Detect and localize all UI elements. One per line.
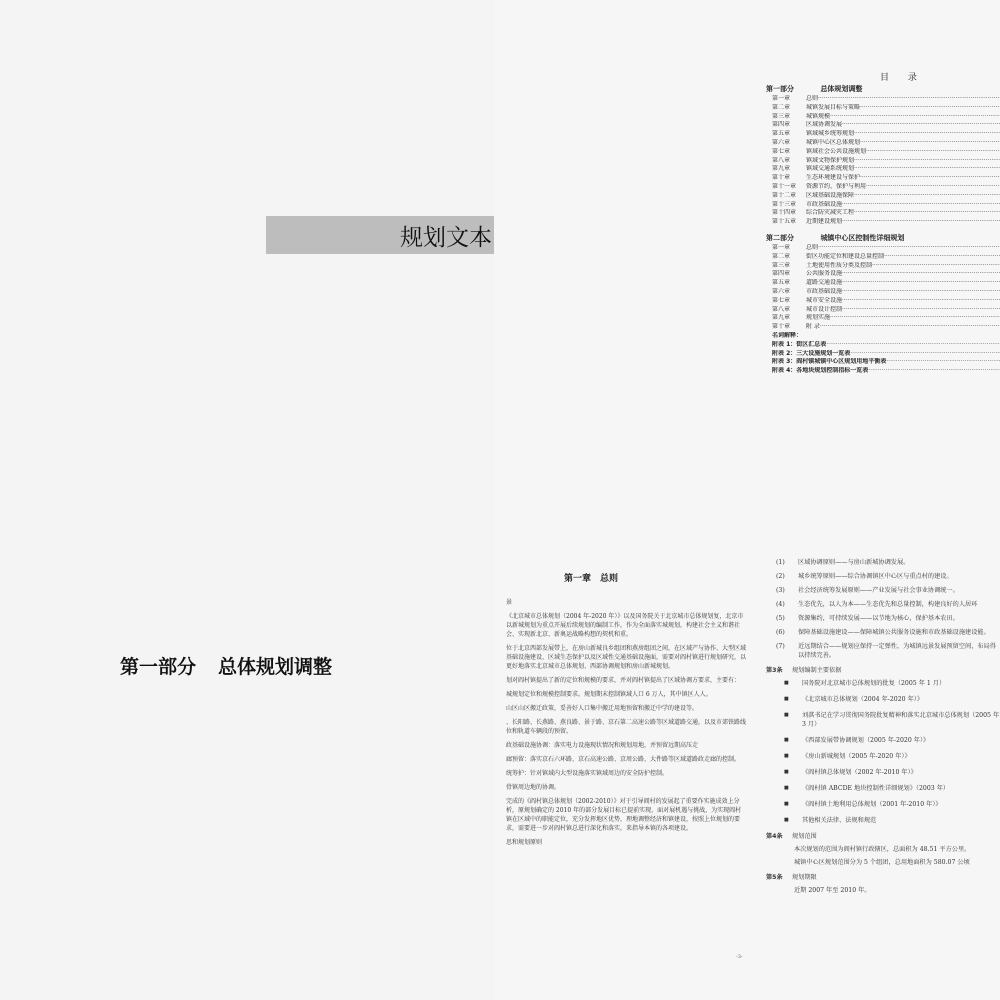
toc-title: 目 录: [880, 73, 925, 83]
principle-text: 城乡统筹原则——综合协调镇区中心区与重点村的建设。: [798, 573, 953, 580]
scope-list: [772, 845, 1000, 867]
principle-number: (3): [776, 587, 785, 594]
basis-item: [772, 784, 1000, 793]
principle-number: (1): [776, 559, 785, 566]
toc-entry: [766, 165, 1000, 174]
toc-entry-chapter: 第十一章: [772, 182, 797, 190]
toc-entry: [766, 270, 1000, 279]
basis-item: [772, 679, 1000, 688]
toc-entry-title: 镇域城乡统筹规划 ·····: [806, 130, 1000, 137]
toc-entry-chapter: 第七章: [772, 147, 791, 155]
toc-entry-title: 生态环境建设与保护 ·····: [806, 174, 1000, 181]
toc-entry-chapter: 第六章: [772, 287, 791, 295]
toc-entry-title: 总则 ·····: [806, 244, 1000, 251]
toc-entry: [766, 192, 1000, 201]
body-paragraph: 完成的《阎村镇总体规划（2002-2010）》对于引导阎村的发展起了重要作实施成效上分析，原规划确定的 2010 年的部分发展目标已提前实现，面对展机遇与挑战，为实现阎村镇在区域中的职能定位，充分发挥地区优势，理地调整经济和镇建设，按照上位规划的要求，需要进一步对阎村镇总进行深化和落实，来指导本镇的各项建设。: [506, 798, 742, 832]
toc-entry-title: 城镇规模 ·····: [806, 113, 1000, 120]
principle-text: 社会经济统筹发展原则——产业发展与社会事业协调统一。: [798, 587, 959, 594]
body-paragraph: 位于北京西部发展带上，在房山新城良乡组团和燕房组团之间，在区域产与协作、大型区域基础设施建设、区域生态保护以及区域性交通基础设施面，需要对阎村镇进行规划研究，以更好地落实北京城市总体规划、西部协调规划和房山新城规划。: [506, 645, 747, 670]
toc-entry-chapter: 第二章: [772, 252, 791, 260]
toc-appendices: [766, 341, 1000, 376]
toc-entry-chapter: 第十三章: [772, 200, 797, 208]
basis-item: [772, 736, 1000, 745]
page-number: -3-: [736, 954, 743, 960]
toc-entry-chapter: 第一章: [772, 95, 791, 102]
article-5-num: 第5条: [766, 874, 783, 881]
toc-entry-title: 城市设计控制 ·····: [806, 306, 1000, 313]
principles-list: [772, 558, 1000, 660]
part-heading-num: 第一部分: [120, 656, 197, 678]
toc-entry-chapter: 第五章: [772, 130, 791, 138]
article-5-title: 规划期限: [792, 874, 817, 881]
toc-entry-chapter: 第十章: [772, 323, 791, 331]
part-heading-title: 总体规划调整: [218, 656, 333, 678]
toc-entry-chapter: 第八章: [772, 305, 791, 313]
toc-entry-title: 镇域文物保护规划 ·····: [806, 157, 1000, 164]
principle-item: [772, 600, 1000, 609]
toc-part1-num: 第一部分: [766, 85, 794, 93]
basis-text: ■ 《西部发展带协调规划（2005 年-2020 年）》: [802, 737, 930, 744]
toc-entry: [766, 297, 1000, 306]
article-4-title: 规划范围: [792, 833, 817, 840]
toc-entry-chapter: 第六章: [772, 138, 791, 146]
body-paragraph: 统筹护：针对镇域内大型设施落实镇域周边的安全防护控制。: [506, 770, 669, 777]
body-paragraph: 政基础设施协调：落实电力设施现状情况和规划用地，并预留远期高压走: [506, 742, 699, 749]
toc-entry-title: 附 录 ·····: [806, 323, 1000, 330]
scope-text: 城镇中心区规划范围分为 5 个组团，总用地面积为 580.07 公顷: [794, 859, 970, 866]
toc-entry: [766, 279, 1000, 288]
principle-item: [772, 628, 1000, 637]
basis-text: ■ 刘淇书记在学习贯彻国务院批复精神和落实北京城市总体规划（2005 年 3 月）: [802, 712, 1000, 728]
body-paragraph: 、长阳路、长燕路、燕良路、景于路、京石第二高速公路等区域道路交通，以及市郊铁路线位和轨道车辆段的预留。: [506, 719, 747, 735]
toc-entry-title: 城市安全设施 ·····: [806, 297, 1000, 304]
article-4-num: 第4条: [766, 833, 783, 840]
toc-entry-chapter: 第十二章: [772, 191, 797, 199]
principle-text: 区域协调原则——与房山新城协调发展。: [798, 559, 910, 566]
toc-entry-title: 城镇发展目标与策略 ·····: [806, 104, 1000, 111]
basis-item: [772, 816, 1000, 825]
chapter-right-column: [766, 558, 1000, 899]
toc-part1: [766, 84, 1000, 95]
toc-entry-chapter: 第七章: [772, 296, 791, 304]
toc-part1-chapters: [766, 95, 1000, 227]
principle-item: [772, 572, 1000, 581]
toc-entry: [766, 323, 1000, 332]
toc-entry-title: 区域基础设施保障 ·····: [806, 192, 1000, 199]
toc-entry-chapter: 第八章: [772, 156, 791, 164]
toc-part2-title: 城镇中心区控制性详细规划: [820, 233, 905, 242]
body-paragraph: 城规划定位和规模控制要求。规划期末控制镇域人口 6 万人，其中镇区人人。: [506, 691, 712, 698]
toc-part2-num: 第二部分: [766, 233, 794, 242]
body-paragraph: 思和规划原则: [506, 839, 543, 846]
toc-entry-chapter: 第三章: [772, 112, 791, 120]
toc-entry-chapter: 第十四章: [772, 209, 797, 217]
basis-item: [772, 711, 1000, 729]
toc-entry: [766, 288, 1000, 297]
toc-entry: [766, 104, 1000, 113]
toc-appendix-entry: 附表 4：各地块规划控制指标一览表 ·····: [766, 367, 1000, 376]
principle-text: 保障基础设施建设——保障城镇公共服务设施和市政基础设施建设能。: [798, 629, 990, 636]
body-paragraph: 景: [506, 599, 513, 606]
toc-entry: [766, 314, 1000, 323]
toc-entry-title: 土地使用性质分类及控制 ·····: [806, 262, 1000, 269]
basis-item: [772, 768, 1000, 777]
principle-text: 生态优先，以人为本——生态优先和总量控制，构建良好的人居环: [798, 601, 978, 608]
toc-entry: [766, 113, 1000, 122]
body-paragraph: 山区山区搬迁政策，妥善好人口集中搬迁用地预留和搬迁中学的建设等。: [506, 705, 699, 712]
toc-appendix-entry: 附表 3：阎村镇城镇中心区规划用地平衡表 ·····: [766, 358, 1000, 367]
principle-item: [772, 586, 1000, 595]
toc-entry: [766, 121, 1000, 130]
principle-text: 资源集约，可持续发展——以节地为核心，保护基本农田。: [798, 615, 959, 622]
toc-entry: [766, 148, 1000, 157]
body-paragraph: 划对阎村镇提出了新的定位和规模的要求，并对阎村镇提出了区域协调方要求，主要有：: [506, 677, 741, 684]
toc-entry-title: 道路交通设施 ·····: [806, 279, 1000, 286]
toc-entry-title: 综合防灾减灾工程 ·····: [806, 209, 1000, 216]
toc-part2: [766, 233, 1000, 244]
scope-text: 本次规划的范围为阎村镇行政辖区，总面积为 48.51 平方公里。: [794, 846, 971, 853]
toc-entry: [766, 306, 1000, 315]
toc-entry-chapter: 第九章: [772, 314, 791, 322]
toc-list: [766, 84, 1000, 376]
principle-number: (7): [776, 643, 785, 650]
basis-text: ■ 国务院对北京城市总体规划的批复（2005 年 1 月）: [802, 680, 946, 687]
chapter-left-column: [506, 598, 746, 852]
toc-entry: [766, 174, 1000, 183]
cover-page: [0, 0, 494, 494]
chapter-page: [494, 494, 1000, 1000]
cover-banner: [266, 216, 494, 254]
toc-entry-chapter: 第四章: [772, 121, 791, 129]
chapter-title: 第一章 总则: [564, 574, 619, 584]
toc-part1-title: 总体规划调整: [820, 85, 863, 93]
principle-number: (6): [776, 629, 785, 636]
toc-entry: [766, 262, 1000, 271]
toc-entry-chapter: 第九章: [772, 165, 791, 173]
toc-entry: [766, 95, 1000, 104]
article-5-heading: [766, 873, 1000, 882]
basis-item: [772, 752, 1000, 761]
toc-entry-title: 镇域社会公共设施规划 ·····: [806, 148, 1000, 155]
toc-entry: [766, 201, 1000, 210]
basis-text: ■ 《阎村镇总体规划（2002 年-2010 年）》: [802, 769, 917, 776]
toc-entry-title: 总则 ·····: [806, 95, 1000, 102]
article-3-title: 规划编制主要依据: [792, 667, 842, 674]
part-title-page: [0, 494, 494, 1000]
toc-entry-title: 城镇中心区总体规划 ·····: [806, 139, 1000, 146]
toc-entry-chapter: 第四章: [772, 270, 791, 278]
toc-entry-title: 规划实施 ·····: [806, 314, 1000, 321]
principle-number: (5): [776, 615, 785, 622]
basis-text: ■ 《房山新城规划（2005 年-2020 年）》: [802, 753, 911, 760]
article-4-heading: [766, 832, 1000, 841]
body-paragraph: 廊预留：落实京石六环路、京石高速公路、京周公路、大件路等区域道路政走廊的控制。: [506, 756, 741, 763]
toc-entry: [766, 130, 1000, 139]
principle-item: [772, 614, 1000, 623]
part-heading: [120, 652, 332, 679]
article-3-num: 第3条: [766, 667, 783, 674]
article-3-heading: [766, 666, 1000, 675]
toc-entry-title: 市政基础设施 ·····: [806, 201, 1000, 208]
toc-entry: [766, 139, 1000, 148]
toc-entry-chapter: 第十章: [772, 174, 791, 182]
principle-number: (4): [776, 601, 785, 608]
toc-entry: [766, 183, 1000, 192]
body-paragraph: 《北京城市总体规划（2004 年-2020 年）》以及国务院关于北京城市总体规划复，北京市以新城规划为重点开展后续规划的编制工作，作为全面落实城规划，构建社会主义和谐社会、实现新北京、新奥运战略构想的契机和重。: [506, 613, 744, 638]
toc-entry: [766, 157, 1000, 166]
basis-item: [772, 800, 1000, 809]
principle-number: (2): [776, 573, 785, 580]
principle-item: [772, 558, 1000, 567]
toc-entry-title: 市政基础设施 ·····: [806, 288, 1000, 295]
toc-entry-title: 街区功能定位和建设总量控制 ·····: [806, 253, 1000, 260]
basis-item: [772, 695, 1000, 704]
period-text: 近期 2007 年至 2010 年。: [794, 887, 871, 894]
toc-entry-chapter: 第五章: [772, 279, 791, 287]
toc-entry-title: 资源节约、保护与利用 ·····: [806, 183, 1000, 190]
basis-text: ■ 《阎村镇土地利用总体规划（2001 年-2010 年）》: [802, 801, 942, 808]
principle-text: 近远期结合——规划应保持一定弹性，为城镇远景发展预留空间，布局得以持续完善。: [798, 643, 996, 659]
toc-appendix-entry: 附表 2：三大设施规划一览表 ·····: [766, 350, 1000, 359]
toc-entry: [766, 253, 1000, 262]
basis-text: ■ 《北京城市总体规划（2004 年-2020 年）》: [802, 696, 924, 703]
toc-entry: [766, 209, 1000, 218]
toc-glossary: 名词解释：: [772, 331, 803, 339]
basis-text: ■ 其他相关法律、法规和规范: [802, 817, 877, 824]
toc-entry-title: 近期建设规划 ·····: [806, 218, 1000, 225]
toc-part2-chapters: [766, 244, 1000, 332]
toc-entry: [766, 244, 1000, 253]
basis-list: [772, 679, 1000, 825]
basis-text: ■ 《阎村镇 ABCDE 地块控制性详细规划》（2003 年）: [802, 785, 950, 792]
cover-label: 规划文本: [400, 225, 492, 251]
toc-entry-chapter: 第三章: [772, 261, 791, 269]
body-paragraph: 骨镇周边地的协调。: [506, 784, 561, 791]
principle-item: [772, 642, 1000, 660]
toc-entry-title: 镇域交通系统规划 ·····: [806, 165, 1000, 172]
toc-entry-chapter: 第十五章: [772, 218, 797, 226]
toc-appendix-entry: 附表 1：街区汇总表 ·····: [766, 341, 1000, 350]
toc-entry-chapter: 第二章: [772, 103, 791, 111]
toc-entry-chapter: 第一章: [772, 243, 791, 251]
toc-entry-title: 公共服务设施 ·····: [806, 270, 1000, 277]
toc-entry: [766, 218, 1000, 227]
toc-entry-title: 区域协调发展 ·····: [806, 121, 1000, 128]
